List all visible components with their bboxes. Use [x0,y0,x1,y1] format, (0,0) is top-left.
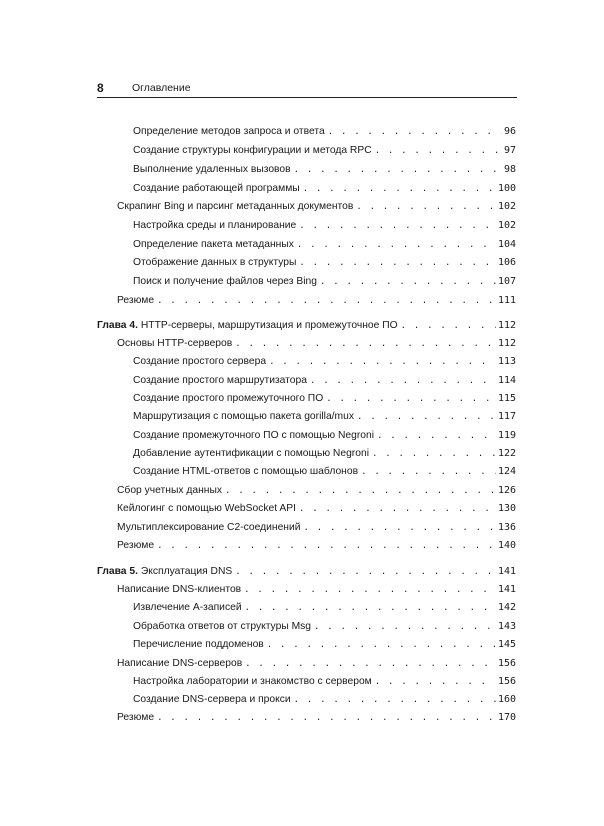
toc-entry[interactable] [117,201,516,217]
toc-entry[interactable] [133,239,516,255]
toc-entry[interactable] [133,375,516,391]
toc-entry-title: Создание простого промежуточного ПО [133,393,324,404]
toc-entry-title: Определение методов запроса и ответа [133,126,325,137]
dot-leader [314,622,496,632]
toc-entry[interactable] [117,338,516,354]
dot-leader [303,184,496,194]
toc-entry[interactable] [117,584,516,600]
toc-entry[interactable] [133,183,516,199]
toc-entry[interactable] [117,522,516,538]
toc-entry-title: Поиск и получение файлов через Bing [133,276,317,287]
toc-entry-title: Резюме [117,540,155,551]
toc-entry-page: 106 [497,257,516,268]
toc-entry-page: 160 [497,694,516,705]
toc-entry[interactable] [133,126,516,142]
dot-leader [310,376,496,386]
toc-entry-page: 140 [497,540,516,551]
dot-leader [377,431,496,441]
toc-entry-title: Создание простого сервера [133,356,267,367]
dot-leader [157,296,496,306]
toc-entry-title: Написание DNS-серверов [117,658,243,669]
toc-entry-page: 141 [497,584,516,595]
dot-leader [361,467,496,477]
dot-leader [375,677,496,687]
toc-entry[interactable] [117,712,516,728]
toc-entry[interactable] [117,503,516,519]
dot-leader [328,127,502,137]
toc-entry-title: Маршрутизация с помощью пакета gorilla/mux [133,411,354,422]
dot-leader [157,541,496,551]
toc-entry-title: Извлечение A-записей [133,602,242,613]
toc-entry-page: 145 [497,639,516,650]
toc-entry-title: Отображение данных в структуры [133,257,297,268]
toc-entry-title: Кейлогинг с помощью WebSocket API [117,503,297,514]
toc-entry[interactable] [117,485,516,501]
dot-leader [245,659,496,669]
toc-entry[interactable] [133,639,516,655]
toc-entry[interactable] [133,145,516,161]
dot-leader [372,449,496,459]
dot-leader [245,603,496,613]
toc-entry-page: 143 [497,621,516,632]
toc-entry-page: 141 [497,566,516,577]
toc-entry-page: 119 [497,430,516,441]
toc-entry-title: Добавление аутентификации с помощью Negroni [133,448,369,459]
toc-entry[interactable] [133,356,516,372]
toc-entry[interactable] [117,540,516,556]
page-header [97,80,517,98]
chapter-label: Глава 4. [97,320,138,331]
toc-entry-title: Основы HTTP-серверов [117,338,233,349]
toc-entry-title: Резюме [117,712,155,723]
toc-entry-page: 97 [503,145,516,156]
toc-entry-title: Мультиплексирование C2-соединений [117,522,301,533]
dot-leader [299,258,496,268]
dot-leader [326,394,496,404]
toc-entry[interactable] [133,220,516,236]
toc-entry-page: 114 [497,375,516,386]
dot-leader [267,640,496,650]
toc-entry[interactable] [117,295,516,311]
dot-leader [299,221,496,231]
toc-entry-title: Настройка лаборатории и знакомство с сервером [133,676,372,687]
toc-entry[interactable] [133,164,516,180]
toc-entry-title: Настройка среды и планирование [133,220,297,231]
toc-entry-page: 112 [497,320,516,331]
dot-leader [244,585,496,595]
toc-entry[interactable] [133,276,516,292]
toc-entry-page: 107 [497,276,516,287]
toc-entry[interactable] [133,694,516,710]
toc-entry-page: 104 [497,239,516,250]
toc-entry[interactable] [133,393,516,409]
dot-leader [294,165,502,175]
toc-entry[interactable] [133,448,516,464]
toc-entry[interactable] [133,676,516,692]
dot-leader [357,412,496,422]
chapter-label: Глава 5. [97,566,138,577]
toc-entry-page: 100 [497,183,516,194]
toc-entry[interactable] [117,658,516,674]
toc-entry-title: Создание работающей программы [133,183,300,194]
toc-entry-title: Определение пакета метаданных [133,239,294,250]
toc-entry[interactable] [133,430,516,446]
toc-entry-page: 122 [497,448,516,459]
dot-leader [297,240,496,250]
header-divider [97,97,517,98]
dot-leader [375,146,502,156]
toc-entry-page: 113 [497,356,516,367]
toc-entry-page: 96 [503,126,516,137]
dot-leader [401,321,496,331]
toc-entry-page: 112 [497,338,516,349]
dot-leader [235,567,496,577]
toc-entry-title: Создание HTML-ответов с помощью шаблонов [133,466,359,477]
toc-entry-title: Создание промежуточного ПО с помощью Negroni [133,430,375,441]
dot-leader [157,713,496,723]
dot-leader [269,357,496,367]
dot-leader [294,695,496,705]
toc-entry-page: 102 [497,220,516,231]
toc-entry-page: 130 [497,503,516,514]
dot-leader [356,202,496,212]
toc-entry-page: 156 [497,658,516,669]
running-section-title: Оглавление [132,82,191,94]
toc-entry[interactable] [133,621,516,637]
page-number: 8 [97,81,104,95]
toc-entry-title: Скрапинг Bing и парсинг метаданных документов [117,201,354,212]
toc-entry-page: 142 [497,602,516,613]
toc-entry-page: 98 [503,164,516,175]
toc-entry[interactable] [133,466,516,482]
toc-entry-title: Создание DNS-сервера и прокси [133,694,291,705]
toc-entry-title: HTTP-серверы, маршрутизация и промежуточное ПО [140,320,398,331]
toc-chapter-entry[interactable] [97,566,516,582]
toc-entry-page: 102 [497,201,516,212]
dot-leader [299,504,496,514]
toc-entry-title: Создание простого маршрутизатора [133,375,307,386]
toc-entry-title: Обработка ответов от структуры Msg [133,621,312,632]
dot-leader [235,339,496,349]
dot-leader [225,486,496,496]
toc-entry[interactable] [133,411,516,427]
toc-entry-title: Создание структуры конфигурации и метода RPC [133,145,372,156]
toc-entry-page: 156 [497,676,516,687]
toc-entry-title: Эксплуатация DNS [140,566,233,577]
toc-entry-page: 136 [497,522,516,533]
toc-entry-title: Написание DNS-клиентов [117,584,242,595]
toc-entry-page: 111 [497,295,516,306]
toc-entry-title: Сбор учетных данных [117,485,223,496]
toc-entry[interactable] [133,257,516,273]
toc-entry-title: Перечисление поддоменов [133,639,264,650]
toc-chapter-entry[interactable] [97,320,516,336]
toc-entry[interactable] [133,602,516,618]
dot-leader [320,277,496,287]
toc-entry-title: Выполнение удаленных вызовов [133,164,291,175]
toc-entry-title: Резюме [117,295,155,306]
toc-entry-page: 115 [497,393,516,404]
toc-entry-page: 124 [497,466,516,477]
toc-entry-page: 170 [497,712,516,723]
dot-leader [304,523,496,533]
toc-entry-page: 117 [497,411,516,422]
toc-entry-page: 126 [497,485,516,496]
